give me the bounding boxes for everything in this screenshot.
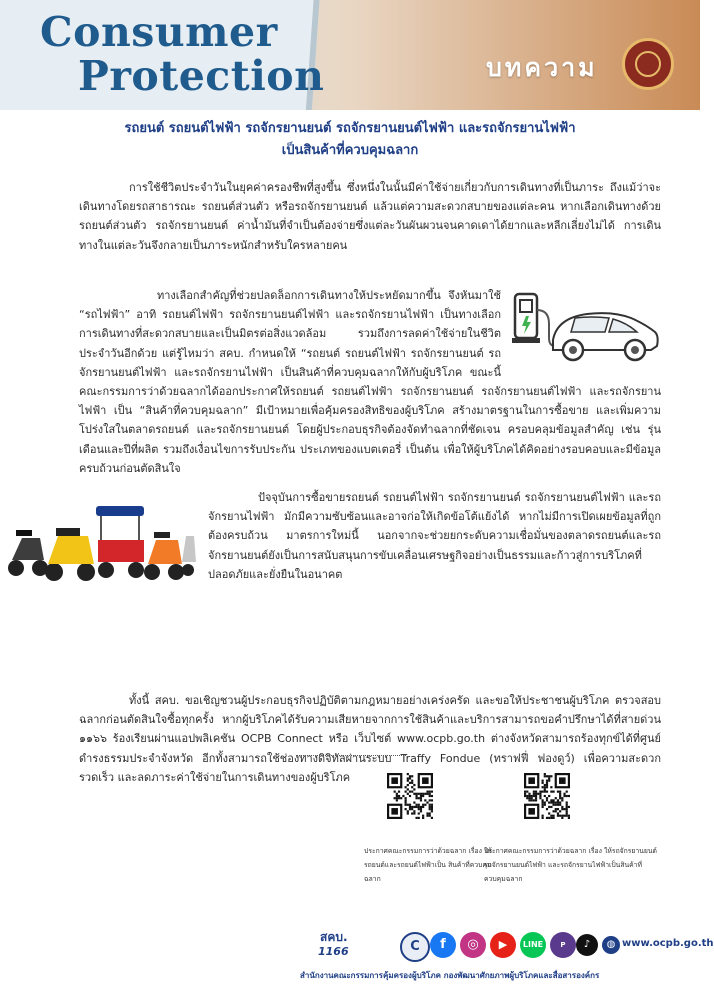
pantip-icon[interactable]: P — [550, 932, 576, 958]
article-tag: บทความ — [486, 53, 598, 82]
ocpb-connect-icon[interactable]: C — [400, 932, 430, 962]
footer-agency: สำนักงานคณะกรรมการคุ้มครองผู้บริโภค กองพัฒนาศักยภาพผู้บริโภคและสื่อสารองค์กร — [300, 971, 600, 980]
paragraph-intro-text: การใช้ชีวิตประจำวันในยุคค่าครองชีพที่สูงขึ้น ซึ่งหนึ่งในนั้นมีค่าใช้จ่ายเกี่ยวกับการเดินทางที่เป็นภาระ ถึงแม้ว่าจะเดินทางโดยรถสาธารณะ รถยนต์ส่วนตัว หรือรถจักรยานยนต์ แล้วแต่ความสะดวกสบายของแต่ละคน หากเลือกเดินทางด้วยรถยนต์ส่วนตัว รถจักรยานยนต์ ค่าน้ำมันที่จำเป็นต้องจ่ายซึ่งแต่ละวันผันผวนจนคาดเดาได้ยากและหลีกเลี่ยงไม่ได้ การเดินทางในแต่ละวันจึงกลายเป็นภาระหนักสำหรับใครหลายคน — [79, 181, 661, 252]
agency-seal-icon — [622, 38, 674, 90]
paragraph-advice — [79, 691, 661, 787]
ocpb-logo-text: สคบ. — [320, 930, 348, 944]
hotline-number: 1166 — [318, 945, 349, 958]
divider — [296, 755, 406, 756]
qr-code-motorcycle-announcement[interactable] — [524, 773, 570, 819]
article-title-line1: รถยนต์ รถยนต์ไฟฟ้า รถจักรยานยนต์ รถจักรยานยนต์ไฟฟ้า และรถจักรยานไฟฟ้า — [124, 121, 576, 136]
paragraph-market-text: ปัจจุบันการซื้อขายรถยนต์ รถยนต์ไฟฟ้า รถจักรยานยนต์ รถจักรยานยนต์ไฟฟ้า และรถจักรยานไฟฟ้า มักมีความซับซ้อนและอาจก่อให้เกิดข้อโต้แย้งได้ หากไม่มีการเปิดเผยข้อมูลที่ถูกต้องครบถ้วน มาตรการใหม่นี้ นอกจากจะช่วยยกระดับความเชื่อมั่นของตลาดรถยนต์และรถจักรยานยนต์ยังเป็นการสนับสนุนการขับเคลื่อนเศรษฐกิจอย่างเป็นธรรมและก้าวสู่การบริโภคที่ปลอดภัยและยั่งยืนในอนาคต — [208, 491, 661, 581]
qr-code-car-announcement[interactable] — [387, 773, 433, 819]
qr-caption-motorcycle: ประกาศคณะกรรมการว่าด้วยฉลาก เรื่อง ให้รถจักรยานยนต์ รถจักรยานยนต์ไฟฟ้า และรถจักรยานไฟฟ้าเป็นสินค้าที่ควบคุมฉลาก — [484, 847, 657, 883]
tiktok-icon[interactable]: ♪ — [576, 934, 598, 956]
banner-title-line2: Protection — [78, 52, 325, 100]
paragraph-market — [79, 488, 661, 586]
paragraph-ev — [79, 286, 661, 478]
globe-icon: ◍ — [602, 936, 620, 954]
article-title-line2: เป็นสินค้าที่ควบคุมฉลาก — [281, 143, 419, 158]
qr-caption-car: ประกาศคณะกรรมการว่าด้วยฉลาก เรื่อง ให้รถยนต์และรถยนต์ไฟฟ้าเป็น สินค้าที่ควบคุมฉลาก — [364, 847, 492, 883]
website-link[interactable]: www.ocpb.go.th — [622, 938, 714, 949]
instagram-icon[interactable]: ◎ — [460, 932, 486, 958]
electric-scooters-image — [0, 490, 200, 586]
paragraph-advice-text: ทั้งนี้ สคบ. ขอเชิญชวนผู้ประกอบธุรกิจปฏิบัติตามกฎหมายอย่างเคร่งครัด และขอให้ประชาชนผู้บริโภค ตรวจสอบฉลากก่อนตัดสินใจซื้อทุกครั้ง หากผู้บริโภคได้รับความเสียหายจากการใช้สินค้าและบริการสามารถขอคำปรึกษาได้ที่สายด่วน ๑๑๖๖ ร้องเรียนผ่านแอปพลิเคชัน OCPB Connect หรือ เว็บไซต์ www.ocpb.go.th ต่างจังหวัดสามารถร้องทุกข์ได้ที่ศูนย์ดำรงธรรมประจำจังหวัด อีกทั้งสามารถใช้ช่องทางดิจิทัลผ่านระบบ Traffy Fondue (ทราฟฟี่ ฟองดูว์) เพื่อความสะดวก รวดเร็ว และลดภาระค่าใช้จ่ายในการเดินทางของผู้บริโภค — [79, 694, 661, 784]
paragraph-intro — [79, 178, 661, 255]
banner-title-line1: Consumer — [40, 8, 278, 56]
paragraph-ev-text: ทางเลือกสำคัญที่ช่วยปลดล็อกการเดินทางให้ประหยัดมากขึ้น จึงหันมาใช้ “รถไฟฟ้า” อาทิ รถยนต์ไฟฟ้า รถจักรยานยนต์ไฟฟ้า และรถจักรยานไฟฟ้า เป็นทางเลือกการเดินทางที่สะดวกสบายและเป็นมิตรต่อสิ่งแวดล้อม รวมถึงการลดค่าใช้จ่ายในชีวิตประจำวันอีกด้วย แต่รู้ไหมว่า สคบ. กำหนดให้ “รถยนต์ รถยนต์ไฟฟ้า รถจักรยานยนต์ รถจักรยานยนต์ไฟฟ้า และรถจักรยานไฟฟ้า เป็นสินค้าที่ควบคุมฉลากให้กับผู้บริโภค ขณะนี้คณะกรรมการว่าด้วยฉลากได้ออกประกาศให้รถยนต์ รถยนต์ไฟฟ้า รถจักรยานยนต์ รถจักรยานยนต์ไฟฟ้า และรถจักรยานไฟฟ้า เป็น “สินค้าที่ควบคุมฉลาก” มีเป้าหมายเพื่อคุ้มครองสิทธิของผู้บริโภค สร้างมาตรฐานในการซื้อขาย และเพิ่มความโปร่งใสในตลาดรถยนต์ และรถจักรยานยนต์ โดยผู้ประกอบธุรกิจต้องจัดทำฉลากที่ชัดเจน ครอบคลุมข้อมูลสำคัญ เช่น รุ่น เดือนและปีที่ผลิต รวมถึงเงื่อนไขการรับประกัน ประเภทของแบตเตอรี่ เป็นต้น เพื่อให้ผู้บริโภคได้คิดอย่างรอบคอบและมีข้อมูลครบถ้วนก่อนตัดสินใจ — [79, 289, 661, 475]
facebook-icon[interactable]: f — [430, 932, 456, 958]
ev-charging-illustration — [509, 286, 661, 370]
footer-logos — [310, 926, 714, 966]
youtube-icon[interactable]: ▶ — [490, 932, 516, 958]
header-banner — [0, 0, 700, 110]
ocpb-logo — [310, 928, 362, 964]
line-icon[interactable]: LINE — [520, 932, 546, 958]
article-title — [60, 118, 640, 162]
